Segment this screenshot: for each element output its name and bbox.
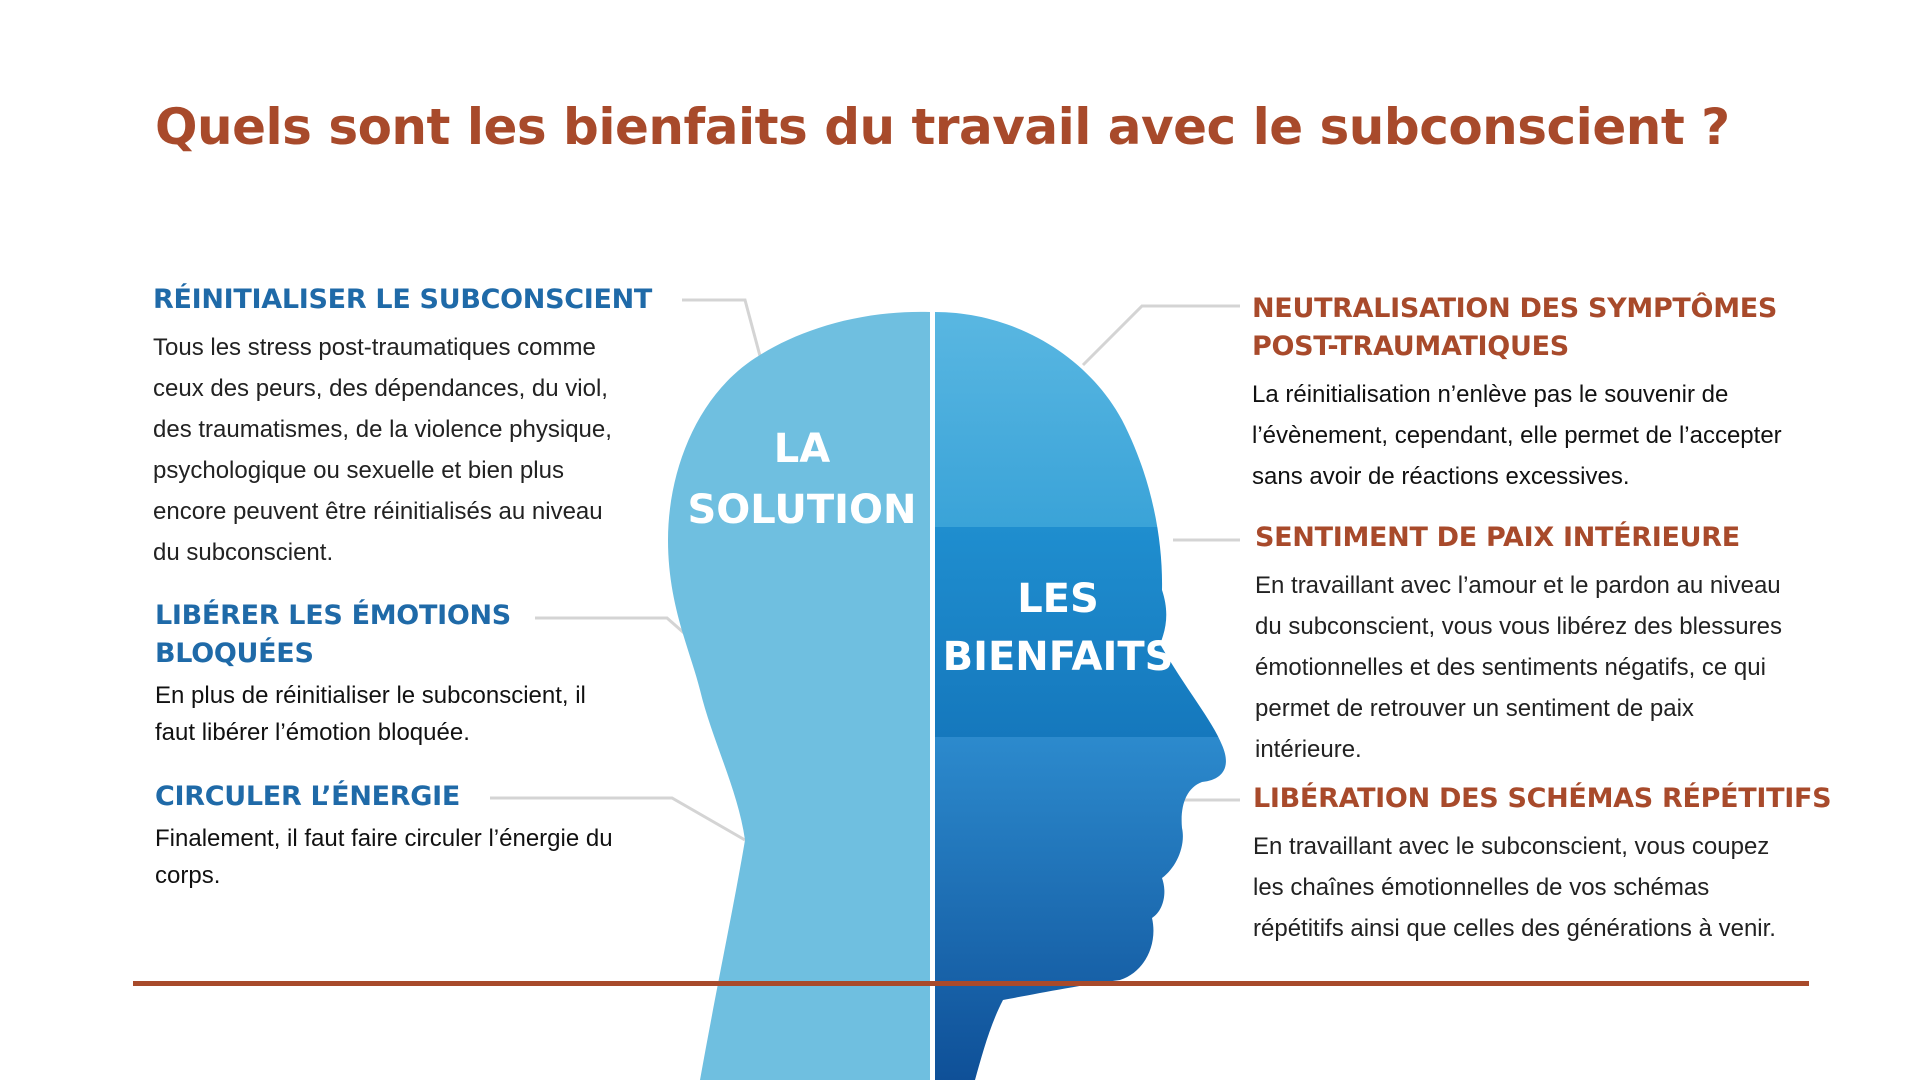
head-right-middle-band <box>935 527 1255 737</box>
left-item-reset <box>153 281 693 573</box>
text-line: sans avoir de réactions excessives. <box>1252 463 1630 490</box>
text-line: psychologique ou sexuelle et bien plus <box>153 457 564 484</box>
text-line: permet de retrouver un sentiment de paix <box>1255 695 1694 722</box>
text-line: l’évènement, cependant, elle permet de l’accepter <box>1252 422 1782 449</box>
text-line: corps. <box>155 862 221 889</box>
text-line: intérieure. <box>1255 736 1362 763</box>
left-item-heading: CIRCULER L’ÉNERGIE <box>155 781 461 812</box>
heading-line: POST-TRAUMATIQUES <box>1252 331 1569 362</box>
text-line: du subconscient, vous vous libérez des blessures <box>1255 613 1782 640</box>
page-title: Quels sont les bienfaits du travail avec le subconscient ? <box>155 98 1730 156</box>
right-item-symptoms <box>1252 290 1872 497</box>
head-left-label-line2: SOLUTION <box>687 487 917 533</box>
head-right-label-line2: BIENFAITS <box>942 634 1174 680</box>
left-item-text <box>155 820 695 894</box>
heading-line: NEUTRALISATION DES SYMPTÔMES <box>1252 293 1778 324</box>
right-item-peace <box>1255 519 1875 770</box>
text-line: En travaillant avec l’amour et le pardon au niveau <box>1255 572 1781 599</box>
head-left-label-line1: LA <box>773 426 831 472</box>
text-line: ceux des peurs, des dépendances, du viol, <box>153 375 608 402</box>
connector-line-left-1 <box>682 300 760 356</box>
heading-line: LIBÉRER LES ÉMOTIONS <box>155 600 511 631</box>
text-line: faut libérer l’émotion bloquée. <box>155 719 470 746</box>
connector-line-right-1 <box>1083 306 1240 365</box>
right-item-patterns <box>1253 780 1893 949</box>
heading-line: BLOQUÉES <box>155 638 314 669</box>
head-right-label-line1: LES <box>1017 576 1099 622</box>
left-item-text <box>155 677 675 751</box>
left-item-heading: RÉINITIALISER LE SUBCONSCIENT <box>153 284 653 315</box>
text-line: du subconscient. <box>153 539 334 566</box>
left-item-heading <box>155 597 675 673</box>
text-line: répétitifs ainsi que celles des générations à venir. <box>1253 915 1776 942</box>
text-line: Tous les stress post-traumatiques comme <box>153 334 596 361</box>
left-item-emotions <box>155 597 675 751</box>
right-item-text <box>1253 826 1893 949</box>
left-item-text <box>153 327 693 573</box>
text-line: encore peuvent être réinitialisés au niveau <box>153 498 603 525</box>
right-item-text <box>1255 565 1875 770</box>
text-line: En travaillant avec le subconscient, vous coupez <box>1253 833 1770 860</box>
right-item-heading: LIBÉRATION DES SCHÉMAS RÉPÉTITIFS <box>1253 783 1832 814</box>
bottom-divider <box>133 981 1809 986</box>
text-line: émotionnelles et des sentiments négatifs, ce qui <box>1255 654 1766 681</box>
text-line: La réinitialisation n’enlève pas le souvenir de <box>1252 381 1729 408</box>
right-item-heading: SENTIMENT DE PAIX INTÉRIEURE <box>1255 522 1740 553</box>
text-line: les chaînes émotionnelles de vos schémas <box>1253 874 1710 901</box>
left-item-energy <box>155 778 695 894</box>
head-right-bottom-band <box>935 737 1255 1080</box>
text-line: En plus de réinitialiser le subconscient, il <box>155 682 586 709</box>
right-item-heading <box>1252 290 1872 366</box>
right-item-text <box>1252 374 1872 497</box>
head-right-top-band <box>935 300 1255 527</box>
text-line: Finalement, il faut faire circuler l’énergie du <box>155 825 613 852</box>
text-line: des traumatismes, de la violence physique, <box>153 416 612 443</box>
